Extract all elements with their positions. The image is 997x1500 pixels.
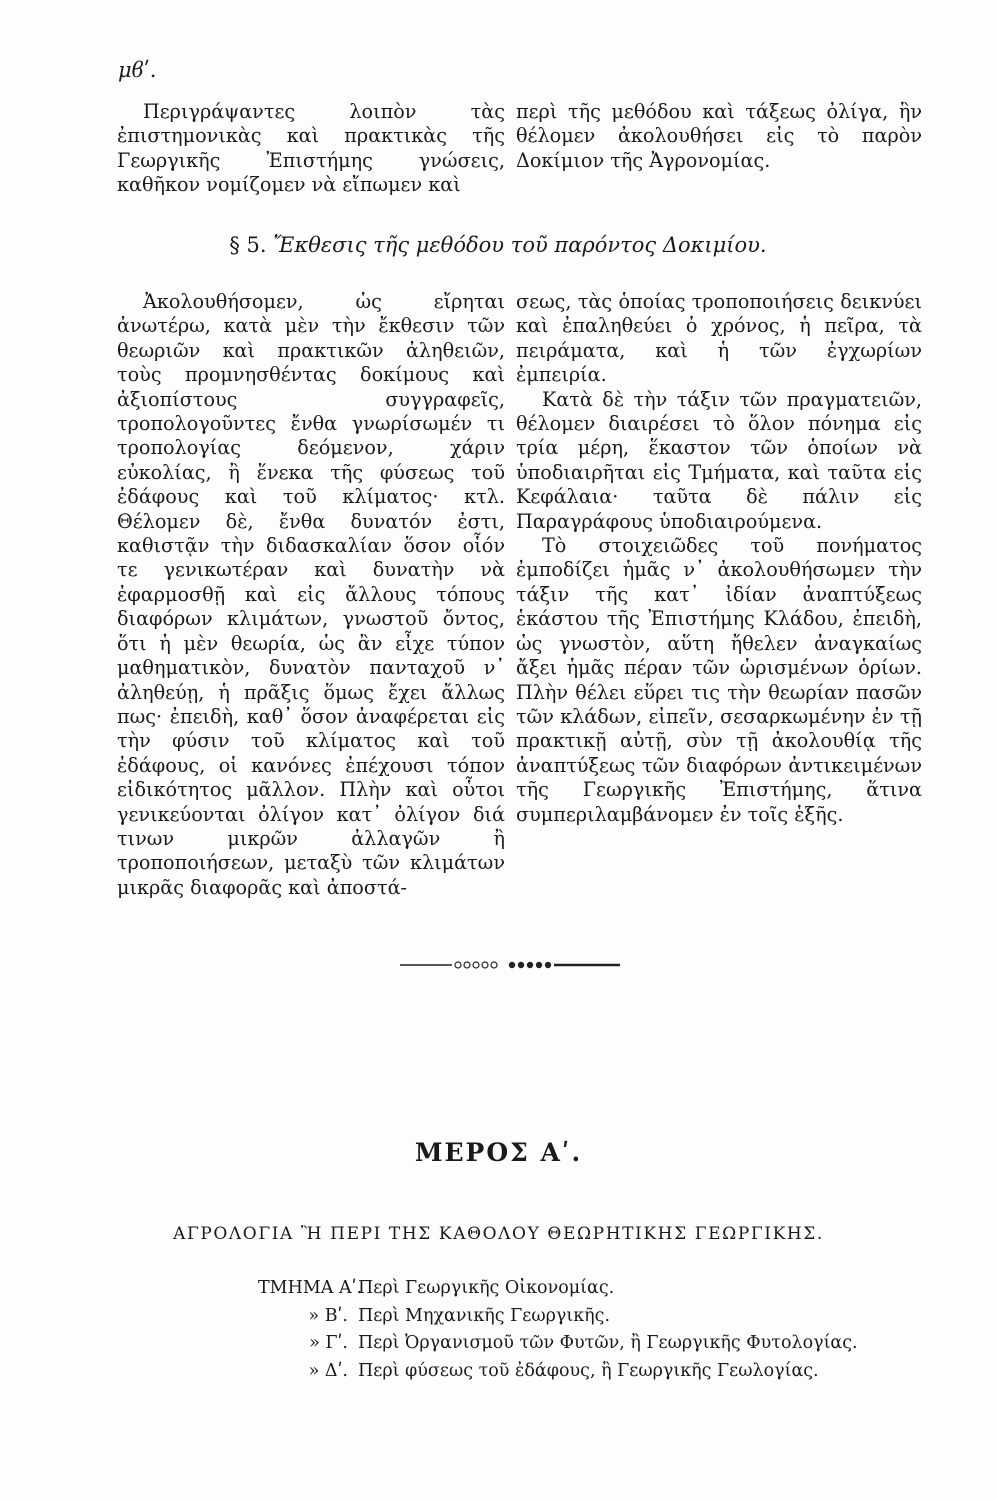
toc-section-label: » Βʹ. — [308, 1305, 348, 1326]
body-left-column — [117, 290, 505, 900]
part-title: ΜΕΡΟΣ Αʹ. — [414, 1138, 583, 1167]
toc-entry — [258, 1358, 918, 1386]
toc-section-title: Περὶ φύσεως τοῦ ἐδάφους, ἢ Γεωργικῆς Γεωλογίας. — [358, 1360, 819, 1381]
body-paragraph-left: Ἀκολουθήσομεν, ὡς εἴρηται ἀνωτέρω, κατὰ μὲν τὴν ἔκθεσιν τῶν θεωριῶν καὶ πρακτικῶν ἀληθειῶν, τοὺς προμνησθέντας δοκίμους καὶ ἀξιοπίστους συγγραφεῖς, τροπολογοῦντες ἔνθα γνωρίσωμέν τι τροπολογίας δεόμενον, χάριν εὐκολίας, ἢ ἕνεκα τῆς φύσεως τοῦ ἐδάφους καὶ τοῦ κλίματος· κτλ. Θέλομεν δὲ, ἔνθα δυνατόν ἐστι, καθιστᾷν τὴν διδασκαλίαν ὅσον οἷόν τε γενικωτέραν καὶ δυνατὴν νὰ ἐφαρμοσθῇ καὶ εἰς ἄλλους τόπους διαφόρων κλιμάτων, γνωστοῦ ὄντος, ὅτι ἡ μὲν θεωρία, ὡς ἂν εἶχε τύπον μαθηματικὸν, δυνατὸν πανταχοῦ ν᾽ ἀληθεύῃ, ἡ πρᾶξις ὅμως ἔχει ἄλλως πως· ἐπειδὴ, καθ᾽ ὅσον ἀναφέρεται εἰς τὴν φύσιν τοῦ κλίματος καὶ τοῦ ἐδάφους, οἱ κανόνες ἐπέχουσι τόπον εἰδικότητος μᾶλλον. Πλὴν καὶ οὗτοι γενικεύονται ὀλίγον κατ᾽ ὀλίγον διά τινων μικρῶν ἀλλαγῶν ἢ τροποποιήσεων, μεταξὺ τῶν κλιμάτων μικρᾶς διαφορᾶς καὶ ἀποστά- — [117, 290, 505, 899]
section-title: Ἔκθεσις τῆς μεθόδου τοῦ παρόντος Δοκιμίου. — [273, 233, 767, 257]
body-paragraph-right-3: Τὸ στοιχειῶδες τοῦ πονήματος ἐμποδίζει ἡμᾶς ν᾽ ἀκολουθήσωμεν τὴν τάξιν τῆς κατ᾽ ἰδίαν ἀναπτύξεως ἑκάστου τῆς Ἐπιστήμης Κλάδου, ἐπειδὴ, ὡς γνωστὸν, αὕτη ἤθελεν ἀναγκαίως ἄξει ἡμᾶς πέραν τῶν ὡρισμένων ὁρίων. Πλὴν θέλει εὕρει τις τὴν θεωρίαν πασῶν τῶν κλάδων, εἰπεῖν, σεσαρκωμένην ἐν τῇ πρακτικῇ αὐτῇ, σὺν τῇ ἀκολουθίᾳ τῆς ἀναπτύξεως τῶν διαφόρων ἀντικειμένων τῆς Γεωργικῆς Ἐπιστήμης, ἅτινα συμπεριλαμβάνομεν ἐν τοῖς ἑξῆς. — [516, 534, 922, 826]
intro-left-column — [117, 100, 505, 198]
toc-section-title: Περὶ Ὀργανισμοῦ τῶν Φυτῶν, ἢ Γεωργικῆς Φυτολογίας. — [358, 1333, 858, 1353]
toc-entry — [258, 1303, 918, 1331]
section-number: § 5. — [229, 233, 267, 257]
toc-section-title: Περὶ Μηχανικῆς Γεωργικῆς. — [358, 1305, 611, 1326]
toc-entry — [258, 1330, 918, 1358]
toc-entry — [258, 1275, 918, 1303]
toc-section-title: Περὶ Γεωργικῆς Οἰκονομίας. — [358, 1278, 615, 1298]
intro-paragraph-right: περὶ τῆς μεθόδου καὶ τάξεως ὀλίγα, ἣν θέλομεν ἀκολουθήσει εἰς τὸ παρὸν Δοκίμιον τῆς Ἀγρονομίας. — [516, 100, 922, 172]
intro-paragraph-left: Περιγράψαντες λοιπὸν τὰς ἐπιστημονικὰς καὶ πρακτικὰς τῆς Γεωργικῆς Ἐπιστήμης γνώσεις, καθῆκον νομίζομεν νὰ εἴπωμεν καὶ — [117, 100, 505, 197]
body-paragraph-right-1: σεως, τὰς ὁποίας τροποποιήσεις δεικνύει καὶ ἐπαληθεύει ὁ χρόνος, ἡ πεῖρα, τὰ πειράματα, καὶ ἡ τῶν ἐγχωρίων ἐμπειρία. — [516, 290, 922, 387]
toc-section-label: ΤΜΗΜΑ Αʹ. — [258, 1278, 363, 1298]
ornamental-divider — [400, 958, 620, 972]
part-subtitle: ΑΓΡΟΛΟΓΙΑ Ἢ ΠΕΡΙ ΤΗΣ ΚΑΘΟΛΟΥ ΘΕΩΡΗΤΙΚΗΣ ΓΕΩΡΓΙΚΗΣ. — [173, 1224, 824, 1244]
toc-section-label: » Δʹ. — [308, 1360, 348, 1381]
body-paragraph-right-2: Κατὰ δὲ τὴν τάξιν τῶν πραγματειῶν, θέλομεν διαιρέσει τὸ ὅλον πόνημα εἰς τρία μέρη, ἕκαστον τῶν ὁποίων νὰ ὑποδιαιρῆται εἰς Τμήματα, καὶ ταῦτα εἰς Κεφάλαια· ταῦτα δὲ πάλιν εἰς Παραγράφους ὑποδιαιρούμενα. — [516, 387, 922, 533]
body-right-column — [516, 290, 922, 827]
page-number: μϐʹ. — [118, 58, 157, 82]
section-heading — [118, 233, 878, 257]
toc-section-label: » Γʹ. — [309, 1333, 348, 1353]
table-of-contents — [258, 1275, 918, 1385]
intro-right-column — [516, 100, 922, 173]
